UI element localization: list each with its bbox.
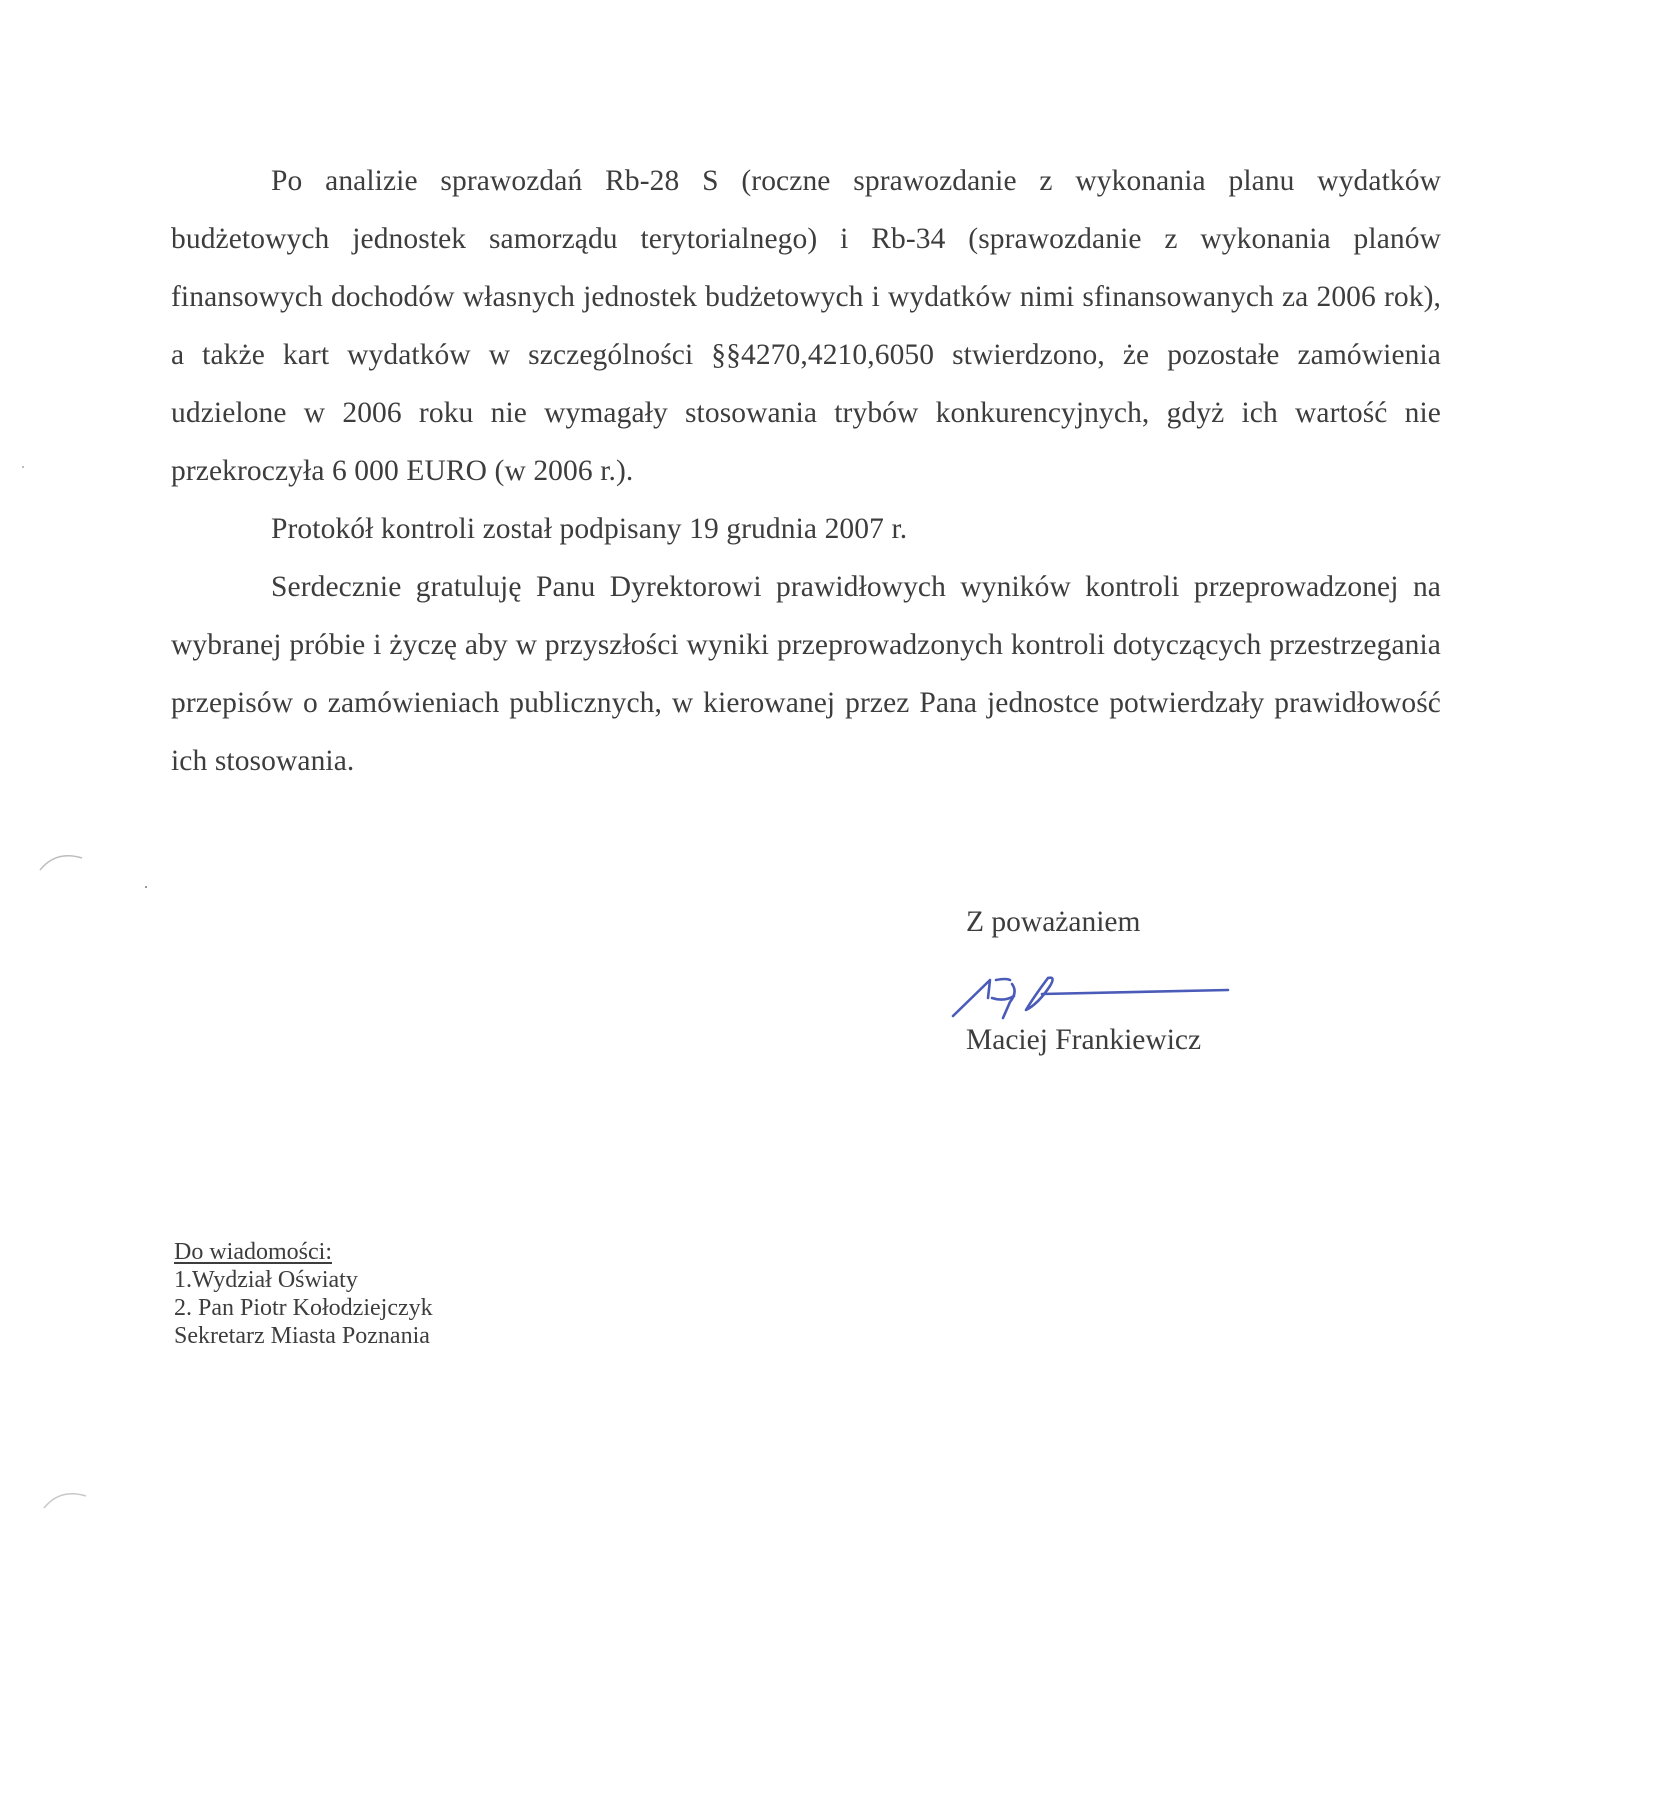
distribution-item: 2. Pan Piotr Kołodziejczyk (174, 1295, 433, 1321)
distribution-item: 1.Wydział Oświaty (174, 1267, 358, 1293)
distribution-item: Sekretarz Miasta Poznania (174, 1323, 430, 1349)
paragraph-analysis: Po analizie sprawozdań Rb-28 S (roczne sprawozdanie z wykonania planu wydatków budżetowych jednostek samorządu terytorialnego) i Rb-34 (sprawozdanie z wykonania planów finansowych dochodów własnych jednostek budżetowych i wydatków nimi sfinansowanych za 2006 rok), a także kart wydatków w szczególności §§4270,4210,6050 stwierdzono, że pozostałe zamówienia udzielone w 2006 roku nie wymagały stosowania trybów konkurencyjnych, gdyż ich wartość nie przekroczyła 6 000 EURO (w 2006 r.). (171, 165, 1441, 487)
signer-name: Maciej Frankiewicz (966, 1024, 1202, 1056)
letter-body (171, 152, 1441, 790)
distribution-list-title: Do wiadomości: (174, 1239, 332, 1265)
closing-salutation: Z poważaniem (966, 906, 1141, 938)
scan-artifact-arc-icon (40, 1486, 90, 1512)
paragraph-protocol-signed: Protokół kontroli został podpisany 19 grudnia 2007 r. (271, 513, 908, 545)
scan-artifact-dot (145, 886, 147, 888)
paragraph-congratulations: Serdecznie gratuluję Panu Dyrektorowi prawidłowych wyników kontroli przeprowadzonej na wybranej próbie i życzę aby w przyszłości wyniki przeprowadzonych kontroli dotyczących przestrzegania przepisów o zamówieniach publicznych, w kierowanej przez Pana jednostce potwierdzały prawidłowość ich stosowania. (171, 571, 1441, 777)
scan-artifact-dot (22, 466, 24, 468)
distribution-list (174, 1238, 433, 1350)
scan-artifact-arc-icon (36, 848, 86, 874)
